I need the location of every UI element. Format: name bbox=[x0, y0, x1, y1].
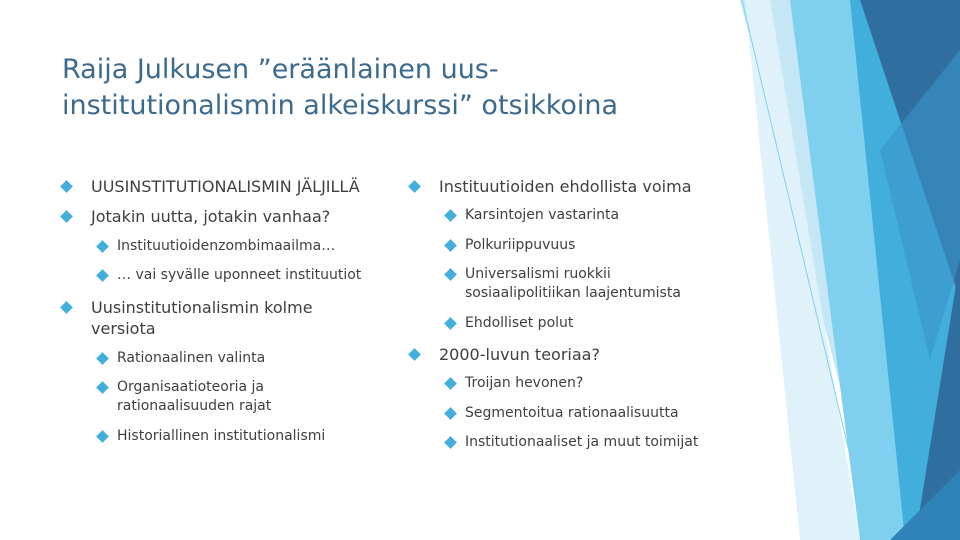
bullet-text: Institutionaaliset ja muut toimijat bbox=[465, 434, 699, 450]
bullet-text: Troijan hevonen? bbox=[465, 375, 584, 391]
bullet-text-line: rationaalisuuden rajat bbox=[117, 398, 272, 414]
sub-bullet-item bbox=[446, 404, 679, 423]
bullet-text: UUSINSTITUTIONALISMIN JÄLJILLÄ bbox=[91, 177, 360, 196]
title-line-1: Raija Julkusen ”eräänlainen uus- bbox=[62, 54, 499, 85]
bullet-text-line: Universalismi ruokkii bbox=[465, 266, 611, 282]
bullet-text-line: sosiaalipolitiikan laajentumista bbox=[465, 285, 681, 301]
bullet-text: Karsintojen vastarinta bbox=[465, 207, 620, 223]
bullet-text: Polkuriippuvuus bbox=[465, 237, 576, 253]
diamond-bullet-icon bbox=[444, 317, 457, 330]
bullet-item bbox=[410, 176, 692, 197]
bullet-text bbox=[465, 265, 681, 303]
diamond-bullet-icon bbox=[444, 436, 457, 449]
bullet-text-line: Uusinstitutionalismin kolme bbox=[91, 298, 313, 317]
diamond-bullet-icon bbox=[444, 377, 457, 390]
sub-bullet-item bbox=[446, 433, 698, 452]
sub-bullet-item bbox=[446, 206, 619, 225]
sub-bullet-item bbox=[446, 314, 573, 333]
bullet-text-line: versiota bbox=[91, 319, 156, 338]
diamond-bullet-icon bbox=[444, 407, 457, 420]
title-line-2: institutionalismin alkeiskurssi” otsikkoina bbox=[62, 90, 619, 121]
bullet-item bbox=[410, 344, 600, 365]
diamond-bullet-icon bbox=[408, 348, 421, 361]
diamond-bullet-icon bbox=[408, 180, 421, 193]
sub-bullet-item bbox=[446, 236, 575, 255]
bullet-text: … vai syvälle uponneet instituutiot bbox=[117, 267, 362, 283]
bullet-text: Jotakin uutta, jotakin vanhaa? bbox=[91, 207, 331, 226]
diamond-bullet-icon bbox=[444, 268, 457, 281]
sub-bullet-item bbox=[446, 374, 583, 393]
bullet-text-line: Organisaatioteoria ja bbox=[117, 379, 264, 395]
diamond-bullet-icon bbox=[444, 209, 457, 222]
diamond-bullet-icon bbox=[444, 239, 457, 252]
bullet-text: Ehdolliset polut bbox=[465, 315, 574, 331]
bullet-text: 2000-luvun teoriaa? bbox=[439, 345, 600, 364]
bullet-text: Instituutioidenzombimaailma… bbox=[117, 238, 336, 254]
bullet-text: Rationaalinen valinta bbox=[117, 350, 266, 366]
bullet-text: Segmentoitua rationaalisuutta bbox=[465, 405, 679, 421]
sub-bullet-item bbox=[446, 265, 681, 303]
bullet-text: Instituutioiden ehdollista voima bbox=[439, 177, 692, 196]
bullet-text: Historiallinen institutionalismi bbox=[117, 428, 326, 444]
